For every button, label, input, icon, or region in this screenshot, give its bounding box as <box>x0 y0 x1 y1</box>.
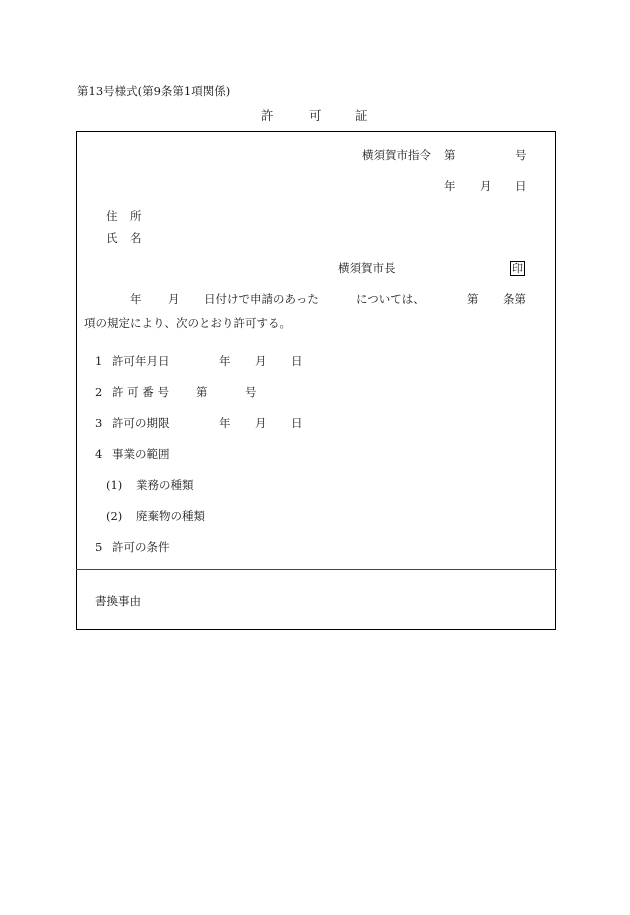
item-4-label: 事業の範囲 <box>112 447 170 461</box>
item-3-month: 月 <box>255 416 267 430</box>
date-year: 年 <box>444 179 456 193</box>
title-char-2: 可 <box>309 108 322 123</box>
address-char-1: 住 <box>106 209 118 223</box>
mayor-title: 横須賀市長 <box>338 261 396 275</box>
order-dai: 第 <box>444 148 456 162</box>
item-5-label: 許可の条件 <box>112 540 170 554</box>
item-1-month: 月 <box>255 354 267 368</box>
item-5-number: 5 <box>95 540 103 554</box>
item-2-dai: 第 <box>196 385 208 399</box>
box-divider <box>76 569 557 570</box>
item-3-day: 日 <box>291 416 303 430</box>
name-char-2: 名 <box>130 231 142 245</box>
name-char-1: 氏 <box>106 231 118 245</box>
item-4-number: 4 <box>95 447 103 461</box>
seal-char: 印 <box>512 262 523 275</box>
item-2-label: 許 可 番 号 <box>112 385 169 399</box>
item-4-2-number: (2) <box>106 509 123 523</box>
item-4-2-label: 廃棄物の種類 <box>136 509 205 523</box>
title-char-1: 許 <box>261 108 274 123</box>
item-2-number: 2 <box>95 385 103 399</box>
body-month: 月 <box>168 292 180 306</box>
body-regarding: については、 <box>356 292 425 306</box>
date-day: 日 <box>515 179 527 193</box>
body-year: 年 <box>130 292 142 306</box>
item-3-year: 年 <box>219 416 231 430</box>
permit-box <box>76 131 556 630</box>
body-dated-application: 日付けで申請のあった <box>204 292 319 306</box>
address-char-2: 所 <box>130 209 142 223</box>
item-1-number: 1 <box>95 354 103 368</box>
body-article-dai: 第 <box>467 292 479 306</box>
item-2-go: 号 <box>245 385 257 399</box>
title-char-3: 証 <box>355 108 368 123</box>
item-1-year: 年 <box>219 354 231 368</box>
form-number: 第13号様式(第9条第1項関係) <box>77 84 231 98</box>
date-month: 月 <box>480 179 492 193</box>
order-go: 号 <box>515 148 527 162</box>
item-1-day: 日 <box>291 354 303 368</box>
item-1-label: 許可年月日 <box>112 354 170 368</box>
body-line-2: 項の規定により、次のとおり許可する。 <box>84 316 291 330</box>
rewrite-reason: 書換事由 <box>95 594 141 608</box>
item-4-1-label: 業務の種類 <box>136 478 194 492</box>
item-3-label: 許可の期限 <box>112 416 170 430</box>
body-article-jo-dai: 条第 <box>503 292 526 306</box>
item-4-1-number: (1) <box>106 478 123 492</box>
seal-box <box>510 261 525 276</box>
item-3-number: 3 <box>95 416 103 430</box>
order-label: 横須賀市指令 <box>362 148 431 162</box>
